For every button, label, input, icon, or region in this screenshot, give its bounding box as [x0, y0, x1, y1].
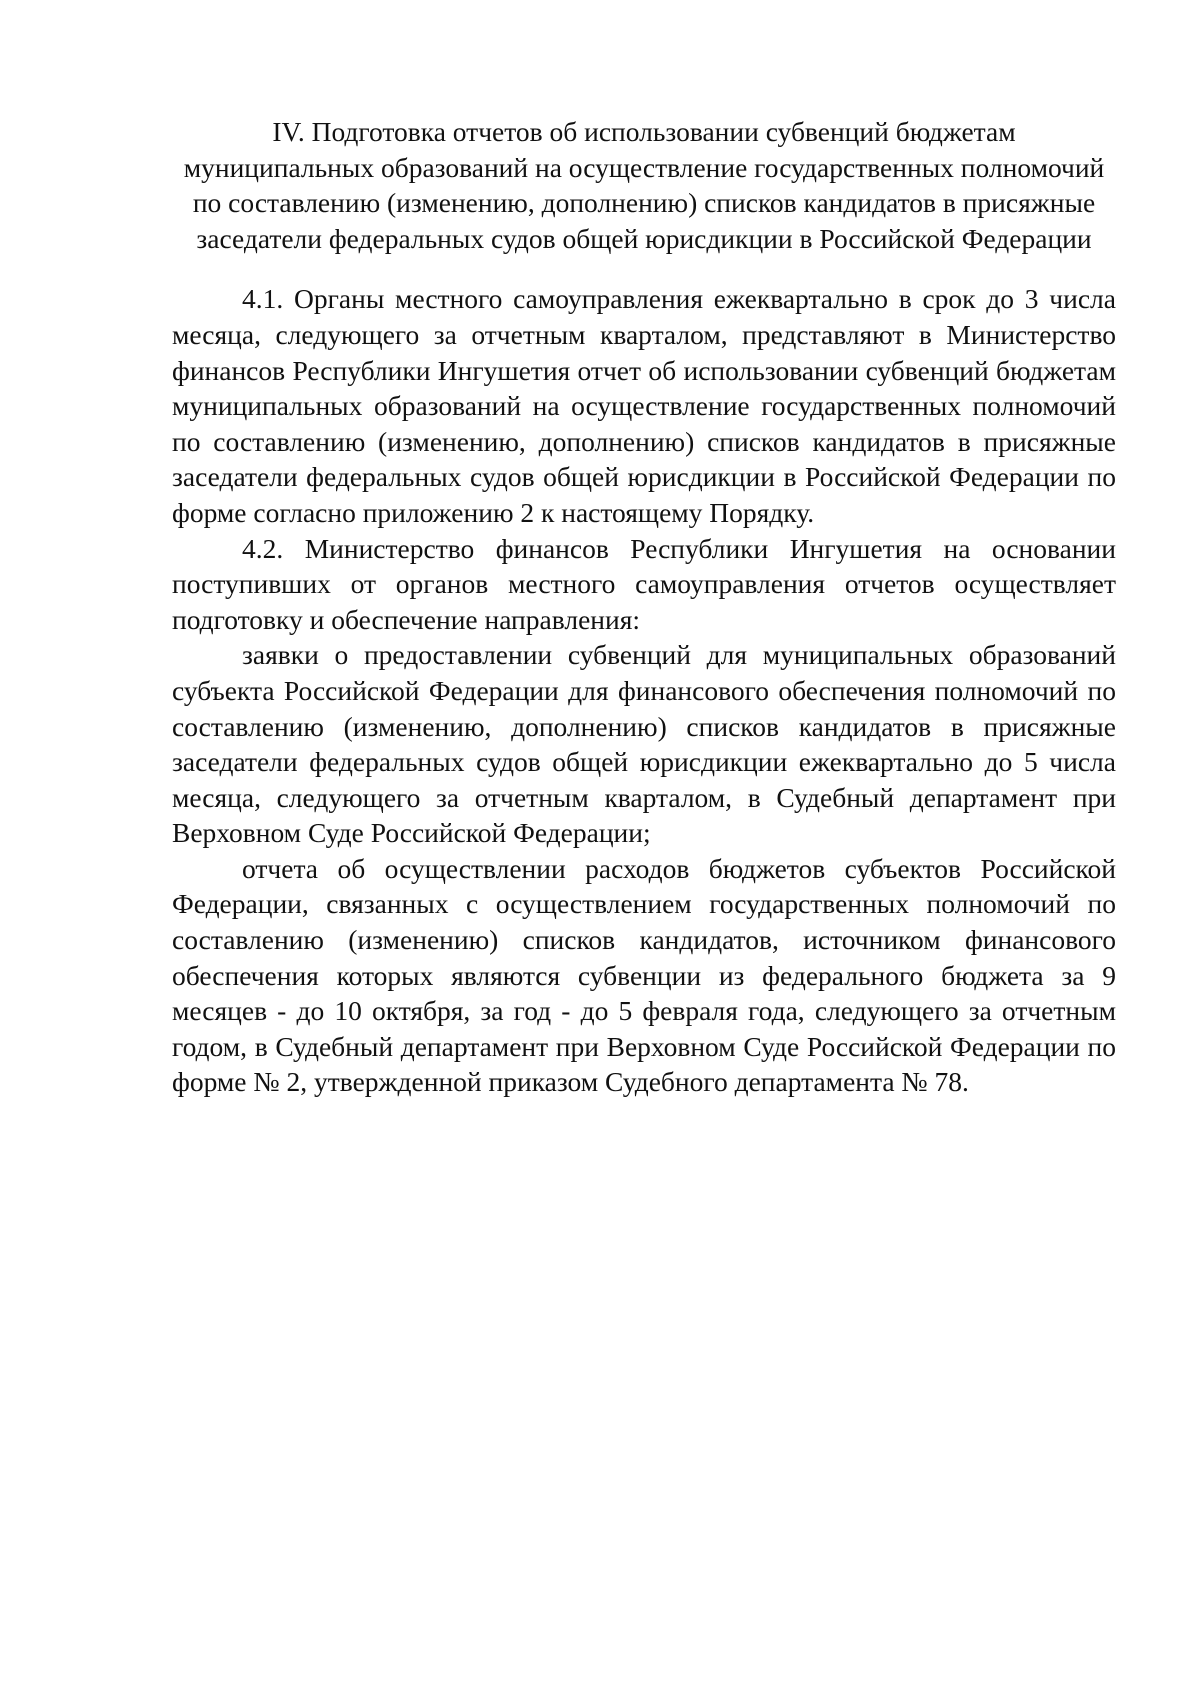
paragraph-expense-report: отчета об осуществлении расходов бюджетов субъектов Российской Федерации, связанных с осуществлением государственных полномочий по составлению (изменению) списков кандидатов, источником финансового обеспечения которых являются субвенции из федерального бюджета за 9 месяцев - до 10 октября, за год - до 5 февраля года, следующего за отчетным годом, в Судебный департамент при Верховном Суде Российской Федерации по форме № 2, утвержденной приказом Судебного департамента № 78.: [172, 852, 1116, 1098]
paragraph-4-1: 4.1. Органы местного самоуправления ежеквартально в срок до 3 числа месяца, следующего за отчетным кварталом, представляют в Министерство финансов Республики Ингушетия отчет об использовании субвенций бюджетам муниципальных образований на осуществление государственных полномочий по составлению (изменению, дополнению) списков кандидатов в присяжные заседатели федеральных судов общей юрисдикции в Российской Федерации по форме согласно приложению 2 к настоящему Порядку.: [172, 283, 1116, 528]
paragraph-4-2: 4.2. Министерство финансов Республики Ингушетия на основании поступивших от органов местного самоуправления отчетов осуществляет подготовку и обеспечение направления:: [172, 532, 1116, 635]
paragraph-subvention-requests: заявки о предоставлении субвенций для муниципальных образований субъекта Российской Федерации для финансового обеспечения полномочий по составлению (изменению, дополнению) списков кандидатов в присяжные заседатели федеральных судов общей юрисдикции ежеквартально до 5 числа месяца, следующего за отчетным кварталом, в Судебный департамент при Верховном Суде Российской Федерации;: [172, 639, 1116, 849]
section-heading: IV. Подготовка отчетов об использовании субвенций бюджетам муниципальных образований на осуществление государственных полномочий по составлению (изменению, дополнению) списков кандидатов в присяжные заседатели федеральных судов общей юрисдикции в Российской Федерации: [183, 116, 1105, 254]
document-page: [172, 114, 1116, 1100]
